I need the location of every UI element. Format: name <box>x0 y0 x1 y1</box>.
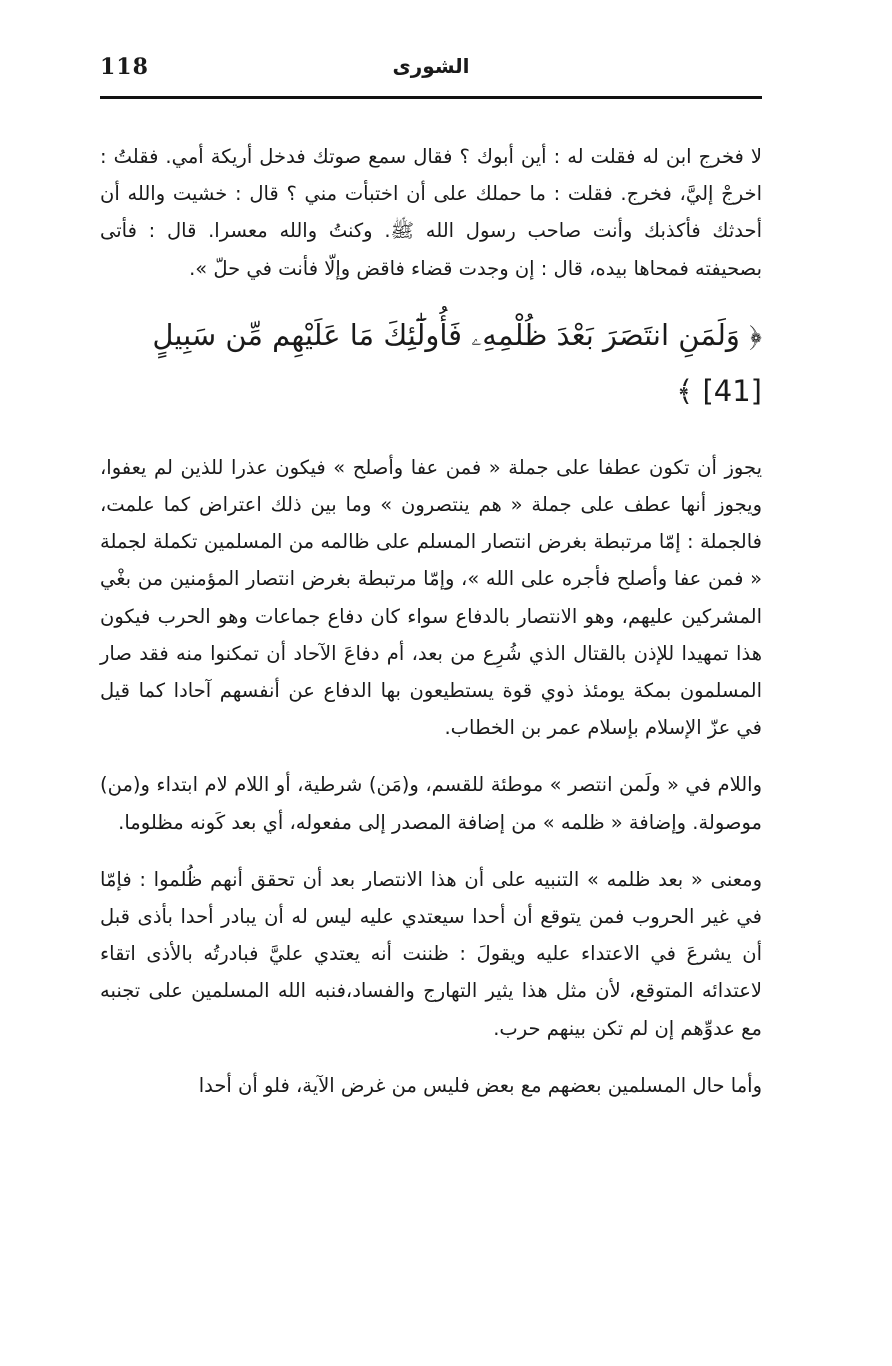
verse-close-bracket: ﴾ <box>676 373 694 408</box>
verse-number: [41] <box>702 373 762 408</box>
header-divider <box>100 96 762 99</box>
page-body <box>100 138 762 1124</box>
paragraph: يجوز أن تكون عطفا على جملة « فمن عفا وأصلح » فيكون عذرا للذين لم يعفوا، ويجوز أنها عطف على جملة « هم ينتصرون » وما بين ذلك اعتراض كما علمت، فالجملة : إمّا مرتبطة بغرض انتصار المسلم على ظالمه من المسلمين تكملة لجملة « فمن عفا وأصلح فأجره على الله »، وإمّا مرتبطة بغرض انتصار المؤمنين من بغْي المشركين عليهم، وهو الانتصار بالدفاع سواء كان دفاع جماعات وهو الحرب فيكون هذا تمهيدا للإذن بالقتال الذي شُرِع من بعد، أم دفاعَ الآحاد أن تمكنوا منه فقد صار المسلمون بمكة يومئذ ذوي قوة يستطيعون بها الدفاع عن أنفسهم آحادا كما قيل في عزّ الإسلام بإسلام عمر بن الخطاب. <box>100 455 762 740</box>
quran-verse <box>100 307 762 419</box>
paragraph: وأما حال المسلمين بعضهم مع بعض فليس من غرض الآية، فلو أن أحدا <box>198 1073 762 1097</box>
paragraph: واللام في « ولَمن انتصر » موطئة للقسم، و(مَن) شرطية، أو اللام لام ابتداء و(من) موصولة. وإضافة « ظلمه » من إضافة المصدر إلى مفعوله، أي بعد كَونه مظلوما. <box>100 773 762 834</box>
verse-text: ﴿ وَلَمَنِ انتَصَرَ بَعْدَ ظُلْمِهِۦ فَأُولَٰٓئِكَ مَا عَلَيْهِم مِّن سَبِيلٍ <box>152 317 762 352</box>
page-number: 118 <box>100 54 149 80</box>
page-header <box>100 48 762 88</box>
hadith-paragraph: لا فخرج ابن له فقلت له : أين أبوك ؟ فقال سمع صوتك فدخل أريكة أمي. فقلتُ : اخرجْ إليَّ، فخرج. فقلت : ما حملك على أن اختبأت مني ؟ قال : خشيت والله أن أحدثك فأكذبك وأنت صاحب رسول الله ﷺ. وكنتُ والله معسرا. قال : فأتى بصحيفته فمحاها بيده، قال : إن وجدت قضاء فاقض وإلّا فأنت في حلّ ». <box>100 145 762 280</box>
paragraph: ومعنى « بعد ظلمه » التنبيه على أن هذا الانتصار بعد أن تحقق أنهم ظُلموا : فإمّا في غير الحروب فمن يتوقع أن أحدا سيعتدي عليه ليس له أن يبادر أحدا بأذى قبل أن يشرعَ في الاعتداء عليه ويقولَ : ظننت أنه يعتدي عليَّ فبادرتُه بالأذى اتقاء لاعتدائه المتوقع، لأن مثل هذا يثير التهارج والفساد،فنبه الله المسلمين على تجنبه مع عدوِّهم إن لم تكن بينهم حرب. <box>100 867 762 1040</box>
section-title: الشورى <box>392 54 470 78</box>
